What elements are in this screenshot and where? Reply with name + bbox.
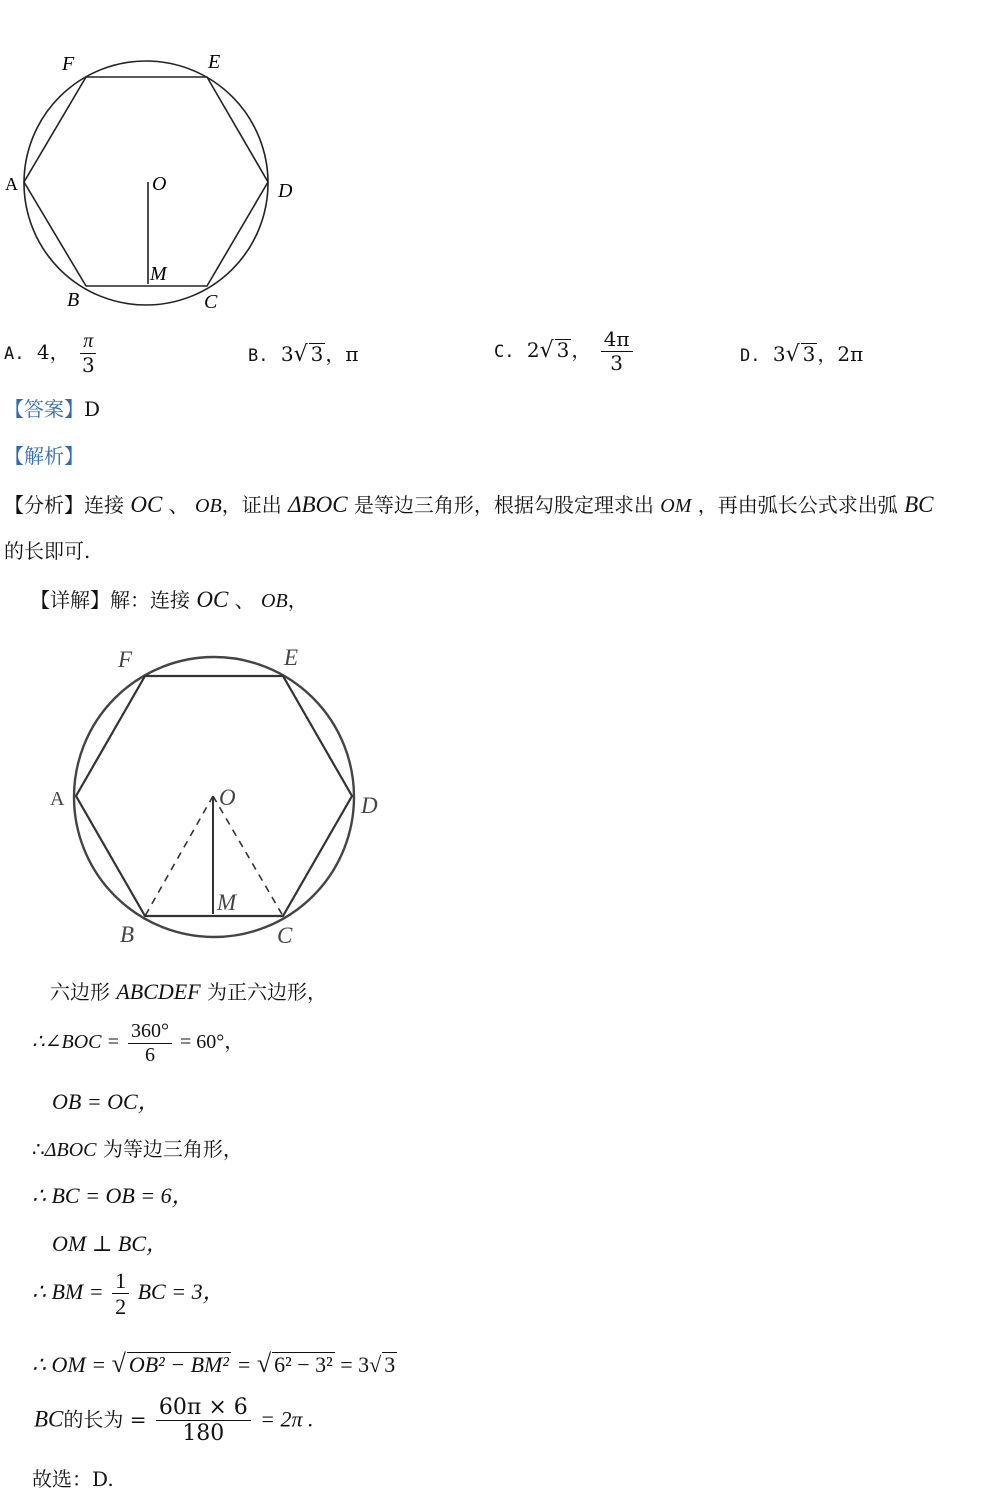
step-6: OM ⊥ BC， (52, 1231, 169, 1256)
solution-intro: 【详解】解：连接 OC 、 OB， (30, 587, 308, 612)
step-9: BC的长为 = $\frac{60\pi \times 6}{180}$ = 2π . (34, 1395, 314, 1447)
label-a: A (50, 788, 65, 810)
hexagon-figure-2 (40, 640, 400, 950)
option-b[interactable]: B. 3√ 3 ，π (248, 342, 359, 367)
step-4: ∴ΔBOC 为等边三角形， (32, 1137, 243, 1161)
step-8: ∴ OM = √ OB² − BM² = √ 6² − 3² = 3√ 3 (32, 1349, 396, 1378)
analysis-line-1: 【分析】连接 OC 、 OB，证出 ΔBOC 是等边三角形，根据勾股定理求出 OM ，再由弧长公式求出弧 BC (4, 492, 934, 517)
label-b: B (67, 289, 80, 311)
step-5: ∴ BC = OB = 6， (32, 1183, 194, 1208)
option-a[interactable]: A. 4， $\frac{\pi}{3}$ (4, 330, 101, 377)
label-o: O (152, 173, 167, 195)
option-a-fraction: $\frac{\pi}{3}$ (81, 330, 95, 377)
step-10: 故选：D. (32, 1467, 114, 1491)
label-c: C (204, 291, 218, 313)
option-c-fraction: $\frac{4\pi}{3}$ (601, 328, 633, 375)
analysis-line-2: 的长即可. (4, 539, 91, 563)
answer-line: 【答案】D (4, 397, 101, 421)
step-1: 六边形 ABCDEF 为正六边形， (50, 979, 328, 1004)
label-c: C (277, 923, 293, 948)
label-d: D (361, 793, 378, 818)
label-e: E (284, 645, 299, 670)
label-a: A (5, 174, 18, 194)
label-f: F (62, 53, 75, 75)
label-b: B (120, 922, 135, 947)
label-m: M (217, 890, 237, 915)
option-d[interactable]: D. 3√ 3 ，2π (740, 342, 864, 367)
label-f: F (118, 647, 133, 672)
hexagon-figure-1 (0, 40, 320, 320)
label-e: E (208, 51, 221, 73)
option-c[interactable]: C. 2√ 3 ， $\frac{4\pi}{3}$ (494, 328, 636, 375)
step-7: ∴ BM = $\frac{1}{2}$ BC = 3， (32, 1268, 225, 1320)
step-3: OB = OC， (52, 1089, 160, 1114)
analysis-heading: 【解析】 (4, 444, 84, 468)
label-d: D (278, 180, 293, 202)
label-m: M (150, 263, 167, 285)
step-2: ∴∠BOC = $\frac{360^\circ}{6}$ = 60°， (32, 1020, 245, 1066)
label-o: O (219, 785, 236, 810)
